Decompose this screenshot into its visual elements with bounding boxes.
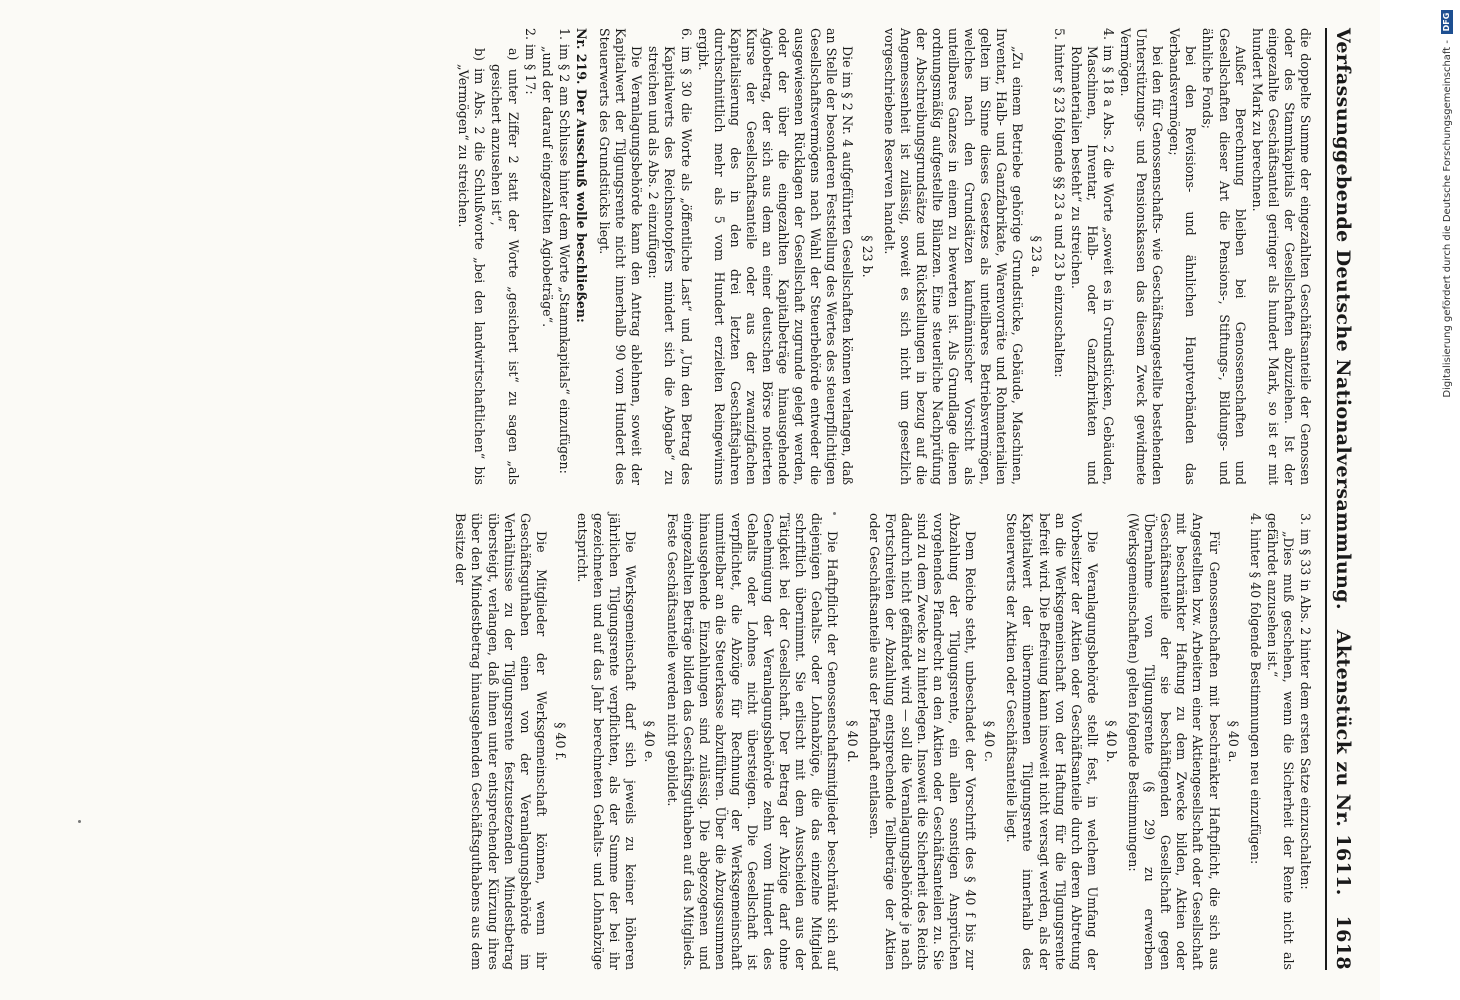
quote: „und der darauf eingezahlten Agiobeträge“. — [539, 46, 555, 328]
motion-heading: Nr. 219. Der Ausschuß wolle beschließen: — [573, 28, 589, 323]
paragraph: „Zu einem Betriebe gehörige Grundstücke, Gebäude, Maschinen, Inventar, Halb- und Ganzfabrikate, Warenvorräte und Rohmaterialien gelten im Sinne dieses Gesetzes als unteilbares Betriebsvermögen, welches nach den Grundsätzen kaufmännischer Vorsicht als unteilbares Ganzes in einem zu bewerten ist. Als Grundlage dienen ordnungsmäßig aufgestellte Bilanzen. Eine steuerliche Nachprüfung der Abschreibungsgrundsätze und Rückstellungen in bezug auf die Angemessenheit ist zulässig, soweit es sich nicht um gesetzlich vorgeschriebene Reserven handelt. — [881, 28, 1026, 485]
paragraph: Die Mitglieder der Werksgemeinschaft können, wenn ihr Geschäftsguthaben einen von der Veranlagungsbehörde im Verhältnisse zu der Tilgungsrente festzusetzenden Mindestbetrag übersteigt, verlangen, daß ihnen unter entsprechender Kürzung ihres über den Mindestbetrag hinausgehenden Geschäftsguthabens aus dem Besitze der — [453, 513, 549, 970]
sub-item: a) unter Ziffer 2 statt der Worte „gesichert ist“ zu sagen „als gesichert anzusehen ist“, — [489, 48, 521, 485]
paragraph: bei den Revisions- und ähnlichen Hauptverbänden das Verbandsvermögen; — [1167, 28, 1199, 485]
credit-text: Digitalisierung gefördert durch die Deutsche Forschungsgemeinschaft - — [1441, 40, 1453, 398]
running-head — [1325, 28, 1354, 970]
paragraph: Die Veranlagungsbehörde stellt fest, in welchem Umfang der Vorbesitzer der Aktien oder Geschäftsanteile durch deren Abtretung an die Werksgemeinschaft von der Haftung für die Tilgungsrente befreit wird. Die Befreiung kann insoweit nicht versagt werden, als der Kapitalwert der übernommenen Tilgungsrente innerhalb des Steuerwerts der Aktien oder Geschäftsanteile liegt. — [1004, 513, 1100, 970]
paragraph: Die im § 2 Nr. 4 aufgeführten Gesellschaften können verlangen, daß an Stelle der besonderen Feststellung des Wertes des steuerpflichtigen Gesellschaftsvermögens nach Wahl der Steuerbehörde entweder die ausgewiesenen Rücklagen der Gesellschaft zugrunde gelegt werden, oder der über die eingezahlten Kapitalbeträge hinausgehende Agiobetrag, der sich aus dem an einer deutschen Börse notierten Kurse der Gesellschaftsanteile oder aus der zwanzigfachen Kapitalisierung des in den drei letzten Geschäftsjahren durchschnittlich mehr als 5 vom Hundert erzielten Reingewinns ergibt. — [695, 28, 856, 485]
paragraph: Für Genossenschaften mit beschränkter Haftpflicht, die sich aus Angestellten bzw. Arbeitern einer Aktiengesellschaft oder Gesellschaft mit beschränkter Haftung zu dem Zwecke bilden, Aktien oder Geschäftsanteile der sie beschäftigenden Gesellschaft gegen Übernahme von Tilgungsrente (§ 29) zu erwerben (Werksgemeinschaften) gelten folgende Bestimmungen: — [1126, 513, 1222, 970]
paragraph: bei den für Genossenschafts- wie Geschäftsangestellte bestehenden Unterstützungs- und Pensionskassen das diesem Zweck gewidmete Vermögen. — [1117, 28, 1166, 485]
list-item: 1. im § 2 am Schlusse hinter dem Worte „Stammkapitals“ einzufügen: — [556, 28, 572, 474]
paragraph: Die Haftpflicht der Genossenschaftsmitglieder beschränkt sich auf diejenigen Gehalts- oder Lohnabzüge, die das einzelne Mitglied schriftlich übernimmt. Sie erlischt mit dem Ausscheiden aus der Tätigkeit bei der Gesellschaft. Der Betrag der Abzüge darf ohne Genehmigung der Veranlagungsbehörde zehn vom Hundert des Gehalts oder Lohnes nicht übersteigen. Die Gesellschaft ist verpflichtet, die Abzüge für Rechnung der Werksgemeinschaft unmittelbar an die Steuerkasse abzuführen. Über die Abzugssummen hinausgehende Einzahlungen sind zulässig. Die abgezogenen und eingezahlten Beträge bilden das Geschäftsguthaben auf das Mitglieds. Feste Geschäftsanteile werden nicht gebildet. — [664, 513, 841, 970]
digitization-credit-strip — [1408, 0, 1453, 1000]
list-item: 4. im § 18 a Abs. 2 die Worte „soweit es in Grundstücken, Gebäuden, Maschinen, Inventar, Halb- oder Ganzfabrikaten und Rohmaterialien besteht“ zu streichen. — [1068, 28, 1116, 485]
list-item: 4. hinter § 40 folgende Bestimmungen neu einzufügen: — [1247, 513, 1263, 865]
section-heading: § 40 f. — [552, 722, 568, 761]
list-item: 5. hinter § 23 folgende §§ 23 a und 23 b einzuschalten: — [1051, 28, 1067, 378]
section-heading: § 40 c. — [982, 720, 998, 763]
list-item: 6. im § 30 die Worte als „öffentliche Last“ und „Um den Betrag des Kapitalwerts des Reichsnotopfers mindert sich die Abgabe“ zu streichen und als Abs. 2 einzufügen: — [646, 28, 694, 485]
section-heading: § 40 d. — [844, 720, 860, 763]
text-columns — [451, 28, 1313, 970]
paragraph: Die Werksgemeinschaft darf sich jeweils zu keiner höheren jährlichen Tilgungsrente verpflichten, als der Summe der bei ihr gezeichneten und auf das Jahr berechneten Gehalts- und Lohnabzüge entspricht. — [575, 513, 639, 970]
section-heading: § 40 e. — [642, 720, 658, 763]
sub-item: b) im Abs. 2 die Schlußworte „bei den landwirtschaftlichen“ bis „Vermögen“ zu streichen. — [456, 48, 488, 485]
digitization-credit — [1434, 0, 1460, 1000]
header-center: Aktenstück zu Nr. 1611. — [1332, 629, 1354, 896]
list-item: 3. im § 33 in Abs. 2 hinter dem ersten Satze einzuschalten: — [1298, 513, 1313, 890]
paragraph: die doppelte Summe der eingezahlten Geschäftsanteile der Genossen oder des Stammkapitals der Gesellschaften abzuziehen. Ist der eingezahlte Geschäftsanteil geringer als hundert Mark, so ist er mit hundert Mark zu berechnen. — [1249, 28, 1313, 485]
right-column — [451, 513, 1313, 970]
dfg-logo: DFG — [1441, 10, 1453, 34]
paragraph: Außer Berechnung bleiben bei Genossenschaften und Gesellschaften dieser Art die Pensions-, Stiftungs-, Bildungs- und ähnliche Fonds; — [1200, 28, 1248, 485]
paragraph: Dem Reiche steht, unbeschadet der Vorschrift des § 40 f bis zur Abzahlung der Tilgungsrente, ein allen sonstigen Ansprüchen vorgehendes Pfandrecht an den Aktien oder Geschäftsanteilen zu. Sie sind zu dem Zwecke zu hinterlegen. Insoweit die Sicherheit des Reichs dadurch nicht gefährdet wird — soll die Veranlagungsbehörde je nach Fortschreiten der Abzahlung entsprechende Teilbeträge der Aktien oder Geschäftsanteile aus der Pfandhaft entlassen. — [866, 513, 979, 970]
scan-speck — [78, 820, 81, 823]
section-heading: § 23 a. — [1029, 235, 1045, 278]
header-left: Verfassunggebende Deutsche Nationalversammlung. — [1332, 28, 1354, 610]
list-item: 2. im § 17: — [522, 28, 538, 95]
left-column — [451, 28, 1313, 485]
section-heading: § 23 b. — [859, 235, 875, 278]
page-number: 1618 — [1332, 915, 1354, 970]
paragraph: Die Veranlagungsbehörde kann den Antrag ablehnen, soweit der Kapitalwert der Tilgungsrente nicht innerhalb 90 vom Hundert des Steuerwerts des Grundstücks liegt. — [597, 28, 645, 485]
section-heading: § 40 b. — [1103, 720, 1119, 763]
quote: „Dies muß geschehen, wenn die Sicherheit der Rente nicht als gefährdet anzusehen ist.“ — [1264, 513, 1296, 970]
section-heading: § 40 a. — [1225, 720, 1241, 763]
scan-speck — [833, 512, 836, 515]
